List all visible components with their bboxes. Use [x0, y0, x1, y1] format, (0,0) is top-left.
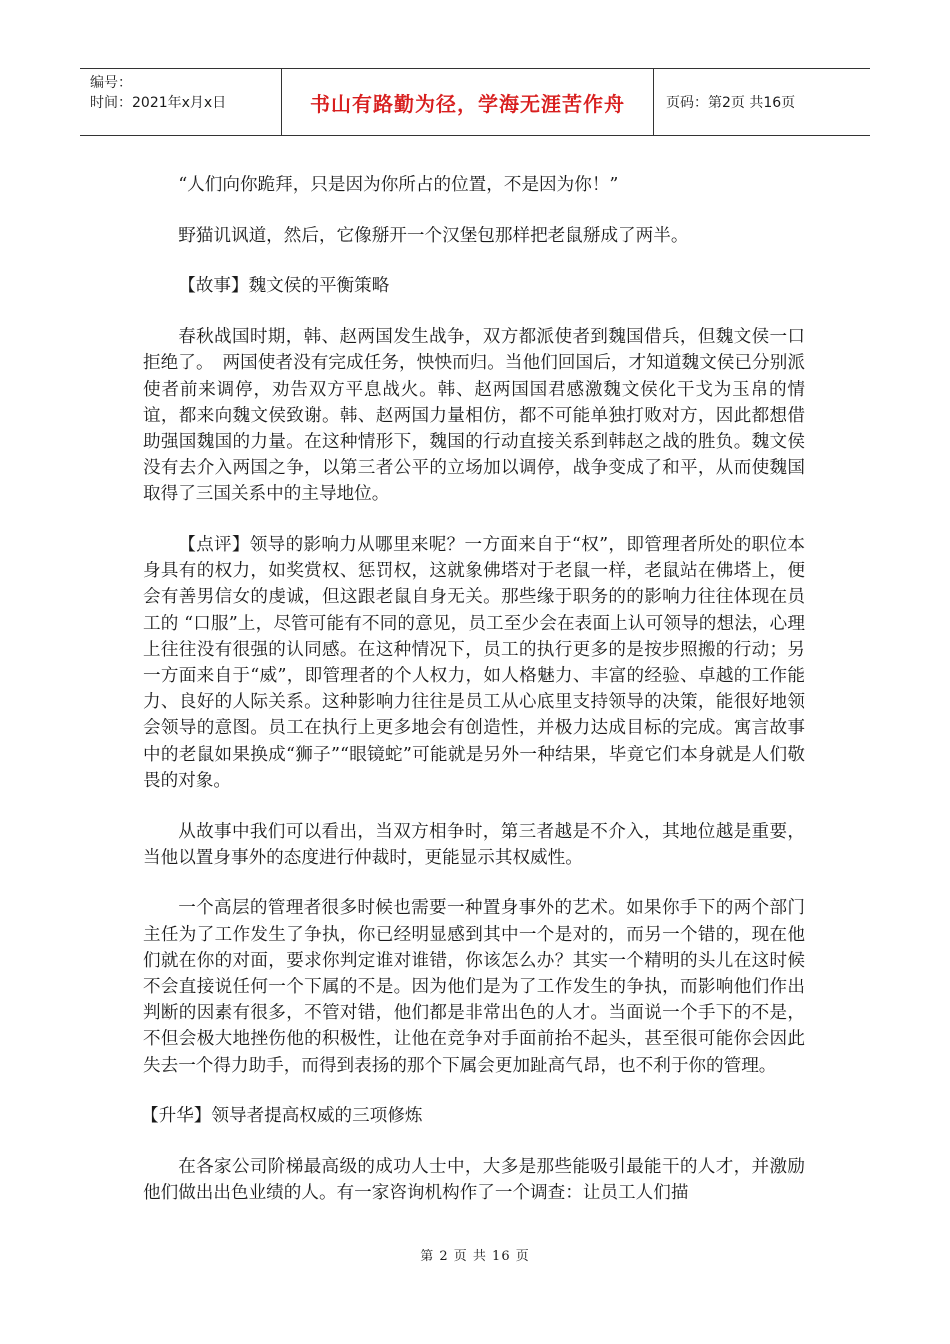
- section-heading-story: 【故事】魏文侯的平衡策略: [178, 276, 390, 297]
- body-paragraph: 一个高层的管理者很多时候也需要一种置身事外的艺术。如果你手下的两个部门主任为了工作发生了争执，你已经明显感到其中一个是对的，而另一个错的，现在他们就在你的对面，要求你判定谁对谁错，你该怎么办？其实一个精明的头儿在这时候不会直接说任何一个下属的不是。因为他们是为了工作发生的争执，而影响他们作出判断的因素有很多，不管对错，他们都是非常出色的人才。当面说一个手下的不是，不但会极大地挫伤他的积极性，让他在竞争对手面前抬不起头，甚至很可能你会因此失去一个得力助手，而得到表扬的那个下属会更加趾高气昂，也不利于你的管理。: [143, 898, 805, 1076]
- body-paragraph: 春秋战国时期，韩、赵两国发生战争，双方都派使者到魏国借兵，但魏文侯一口拒绝了。 两国使者没有完成任务，怏怏而归。当他们回国后，才知道魏文侯已分别派使者前来调停，劝告双方平息战火。韩、赵两国国君感激魏文侯化干戈为玉帛的情谊，都来向魏文侯致谢。韩、赵两国力量相仿，都不可能单独打败对方，因此都想借助强国魏国的力量。在这种情形下，魏国的行动直接关系到韩赵之战的胜负。魏文侯没有去介入两国之争，以第三者公平的立场加以调停，战争变成了和平，从而使魏国取得了三国关系中的主导地位。: [143, 327, 805, 505]
- document-date: 时间：2021年x月x日: [90, 95, 227, 111]
- quote-paragraph: “人们向你跪拜，只是因为你所占的位置，不是因为你！”: [178, 175, 619, 195]
- body-paragraph: 野猫讥讽道，然后，它像掰开一个汉堡包那样把老鼠掰成了两半。: [178, 225, 689, 246]
- body-paragraph: 在各家公司阶梯最高级的成功人士中，大多是那些能吸引最能干的人才，并激励他们做出出色业绩的人。有一家咨询机构作了一个调查：让员工人们描: [143, 1157, 805, 1204]
- body-paragraph: 从故事中我们可以看出，当双方相争时，第三者越是不介入，其地位越是重要，当他以置身事外的态度进行仲裁时，更能显示其权威性。: [143, 821, 805, 868]
- header-meta: [80, 69, 282, 135]
- document-number-label: 编号：: [90, 75, 132, 91]
- section-heading-sublimation: 【升华】领导者提高权威的三项修炼: [141, 1106, 423, 1127]
- header-page-info: 页码：第2页 共16页: [666, 95, 796, 111]
- page-header: [80, 68, 870, 136]
- header-motto: 书山有路勤为径，学海无涯苦作舟: [282, 69, 654, 135]
- body-paragraph-comment: 【点评】领导的影响力从哪里来呢？一方面来自于“权”，即管理者所处的职位本身具有的权力，如奖赏权、惩罚权，这就象佛塔对于老鼠一样，老鼠站在佛塔上，便会有善男信女的虔诚，但这跟老鼠自身无关。那些缘于职务的的影响力往往体现在员工的 “口服”上，尽管可能有不同的意见，员工至少会在表面上认可领导的想法，心理上往往没有很强的认同感。在这种情况下，员工的执行更多的是按步照搬的行动；另一方面来自于“威”，即管理者的个人权力，如人格魅力、丰富的经验、卓越的工作能力、良好的人际关系。这种影响力往往是员工从心底里支持领导的决策，能很好地领会领导的意图。员工在执行上更多地会有创造性，并极力达成目标的完成。寓言故事中的老鼠如果换成“狮子”“眼镜蛇”可能就是另外一种结果，毕竟它们本身就是人们敬畏的对象。: [143, 535, 805, 791]
- document-body: [143, 172, 805, 1231]
- page-footer: 第 2 页 共 16 页: [420, 1249, 530, 1264]
